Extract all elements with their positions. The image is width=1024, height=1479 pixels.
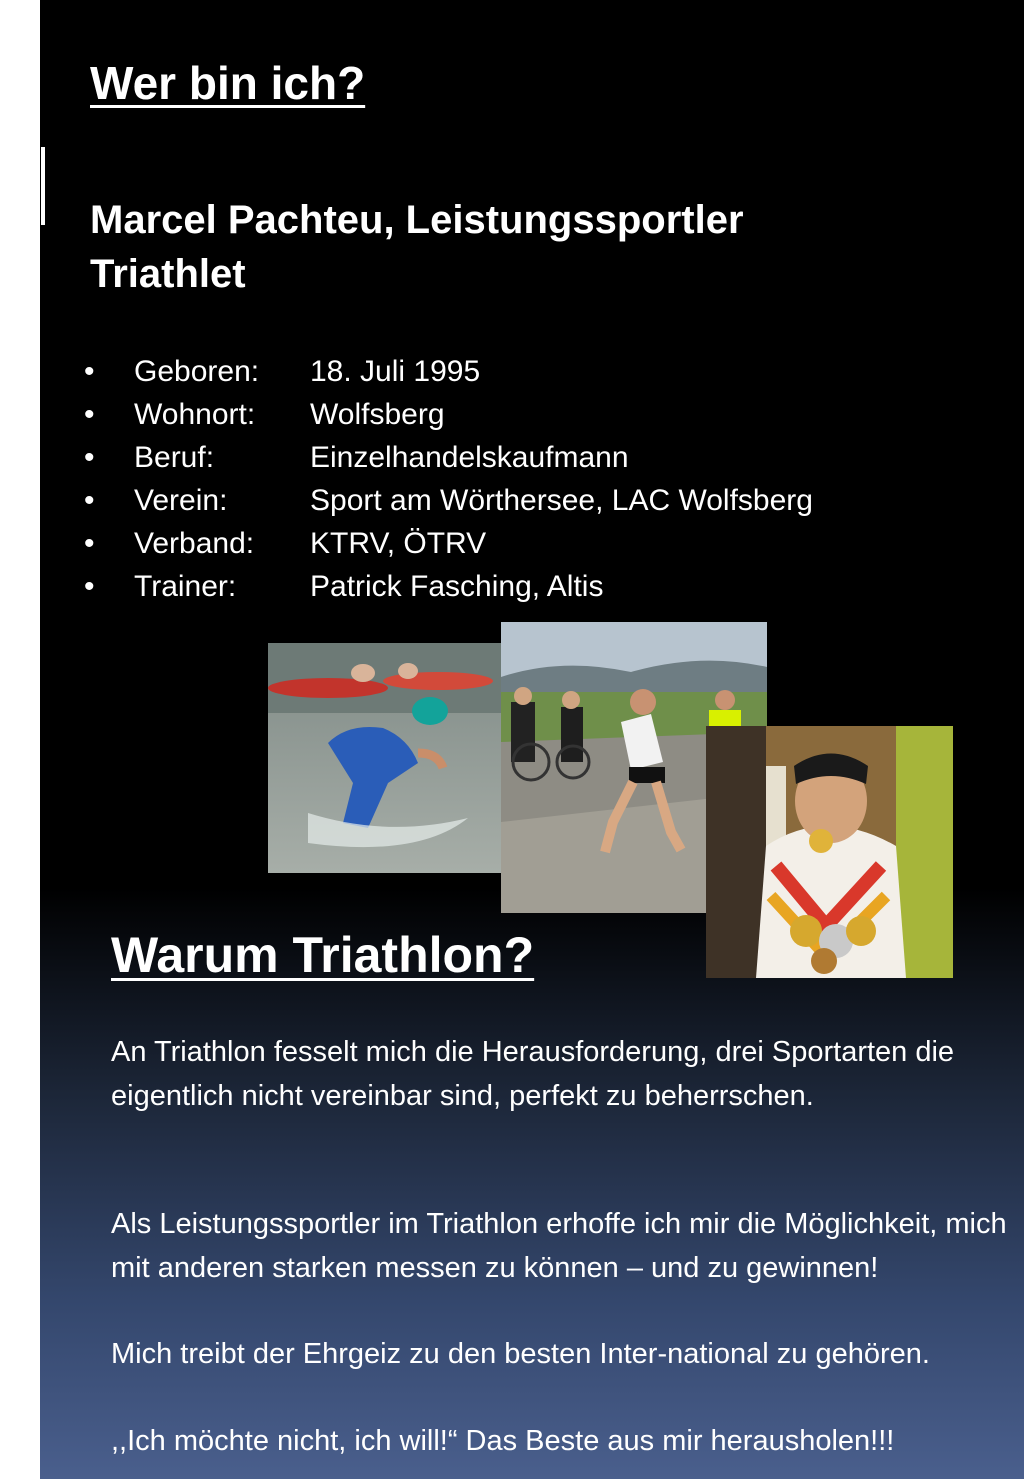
fact-value: Sport am Wörthersee, LAC Wolfsberg [310,484,813,517]
paragraph-international: Mich treibt der Ehrgeiz zu den besten Inter-national zu gehören. [111,1338,930,1370]
fact-label: Trainer: [134,570,237,603]
fact-value: KTRV, ÖTRV [310,527,487,560]
photo-medals [706,726,953,978]
fact-label: Verband: [134,527,255,560]
fact-label: Geboren: [134,355,260,388]
fact-label: Verein: [134,484,228,517]
list-item: • Wohnort: Wolfsberg [84,393,813,436]
slide [40,0,1024,1479]
stripe-decoration [41,147,45,225]
list-item: • Geboren: 18. Juli 1995 [84,350,813,393]
subtitle-discipline: Triathlet [90,252,246,296]
paragraph-ambition: Als Leistungssportler im Triathlon erhoffe ich mir die Möglichkeit, mich mit anderen starken messen zu können – und zu gewinnen! [111,1208,1007,1284]
facts-list [84,350,813,608]
paragraph-challenge: An Triathlon fesselt mich die Herausforderung, drei Sportarten die eigentlich nicht vereinbar sind, perfekt zu beherrschen. [111,1036,955,1112]
list-item: • Verband: KTRV, ÖTRV [84,522,813,565]
photo-swimming [268,643,501,873]
paragraph-motto: ,,Ich möchte nicht, ich will!“ Das Beste aus mir herausholen!!! [111,1425,895,1457]
fact-value: Wolfsberg [310,398,445,431]
heading-who: Wer bin ich? [90,57,366,109]
list-item: • Beruf: Einzelhandelskaufmann [84,436,813,479]
heading-why: Warum Triathlon? [111,927,535,983]
list-item: • Verein: Sport am Wörthersee, LAC Wolfsberg [84,479,813,522]
fact-value: 18. Juli 1995 [310,355,481,388]
subtitle-name: Marcel Pachteu, Leistungssportler [90,198,744,242]
list-item: • Trainer: Patrick Fasching, Altis [84,565,813,608]
fact-label: Beruf: [134,441,215,474]
fact-value: Patrick Fasching, Altis [310,570,604,603]
subtitle [90,193,744,301]
fact-value: Einzelhandelskaufmann [310,441,629,474]
fact-label: Wohnort: [134,398,256,431]
